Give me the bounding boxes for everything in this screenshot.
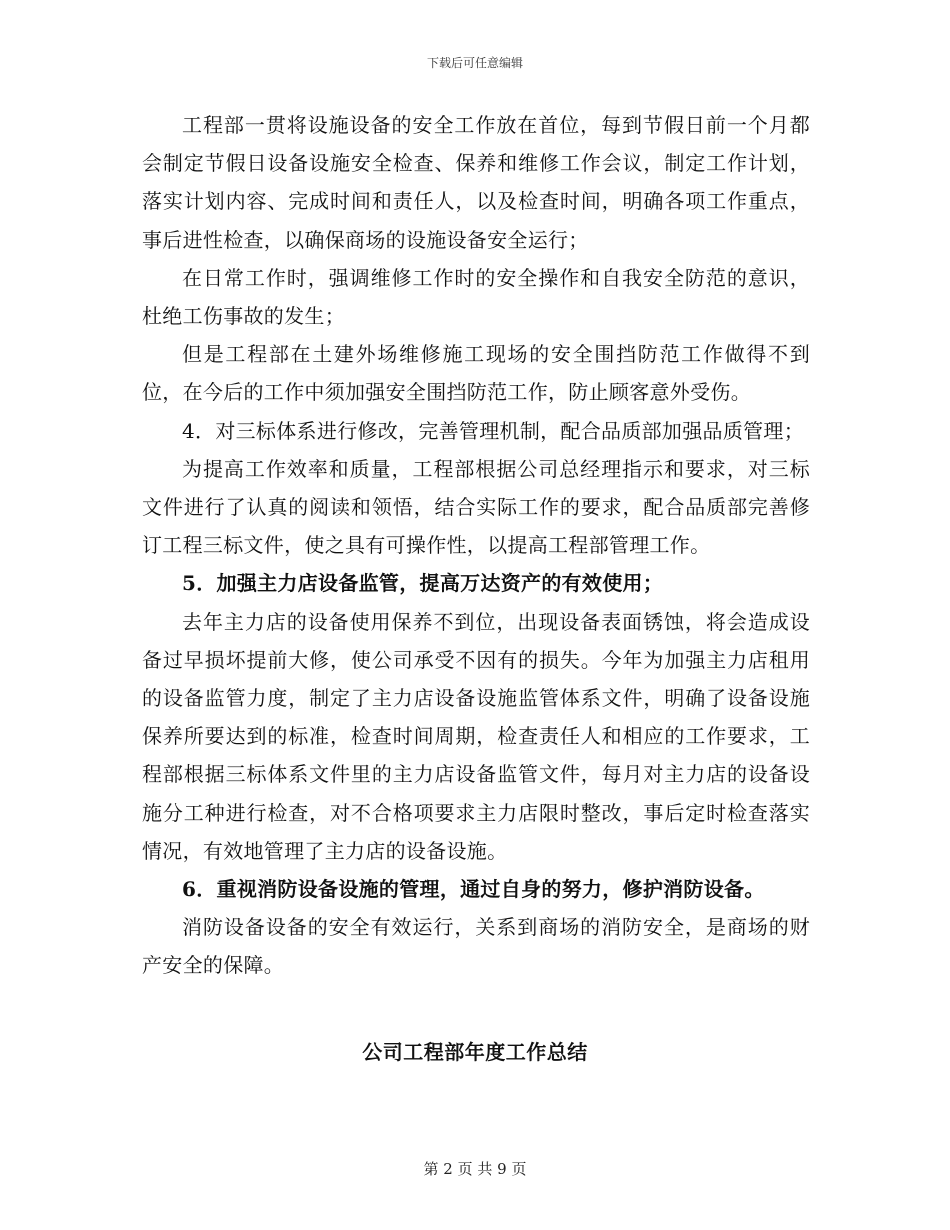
paragraph-three-standards: 为提高工作效率和质量，工程部根据公司总经理指示和要求，对三标文件进行了认真的阅读和领悟，结合实际工作的要求，配合品质部完善修订工程三标文件，使之具有可操作性，以提高工程部管理工作。: [142, 456, 810, 558]
page-footer: 第 2 页 共 9 页: [423, 1160, 527, 1178]
page-header: 下载后可任意编辑: [426, 56, 523, 70]
paragraph-anchor-store: 去年主力店的设备使用保养不到位，出现设备表面锈蚀，将会造成设备过早损坏提前大修，使公司承受不因有的损失。今年为加强主力店租用的设备监管力度，制定了主力店设备设施监管体系文件，明确了设备设施保养所要达到的标准，检查时间周期，检查责任人和相应的工作要求，工程部根据三标体系文件里的主力店设备监管文件，每月对主力店的设备设施分工种进行检查，对不合格项要求主力店限时整改，事后定时检查落实情况，有效地管理了主力店的设备设施。: [142, 609, 810, 863]
document-body: [142, 106, 810, 985]
heading-item-4: 4．对三标体系进行修改，完善管理机制，配合品质部加强品质管理；: [182, 418, 805, 443]
paragraph-fire-safety: 消防设备设备的安全有效运行，关系到商场的消防安全，是商场的财产安全的保障。: [142, 915, 810, 978]
paragraph-safety-priority: 工程部一贯将设施设备的安全工作放在首位，每到节假日前一个月都会制定节假日设备设施安全检查、保养和维修工作会议，制定工作计划，落实计划内容、完成时间和责任人，以及检查时间，明确各项工作重点，事后进性检查，以确保商场的设施设备安全运行；: [142, 113, 810, 252]
paragraph-daily-safety: 在日常工作时，强调维修工作时的安全操作和自我安全防范的意识，杜绝工伤事故的发生；: [142, 265, 810, 329]
heading-item-6: 6．重视消防设备设施的管理，通过自身的努力，修护消防设备。: [182, 877, 765, 902]
paragraph-fencing-issue: 但是工程部在土建外场维修施工现场的安全围挡防范工作做得不到位，在今后的工作中须加强安全围挡防范工作，防止顾客意外受伤。: [142, 342, 810, 405]
heading-item-5: 5．加强主力店设备监管，提高万达资产的有效使用；: [182, 571, 664, 596]
section-title: 公司工程部年度工作总结: [362, 1040, 588, 1064]
